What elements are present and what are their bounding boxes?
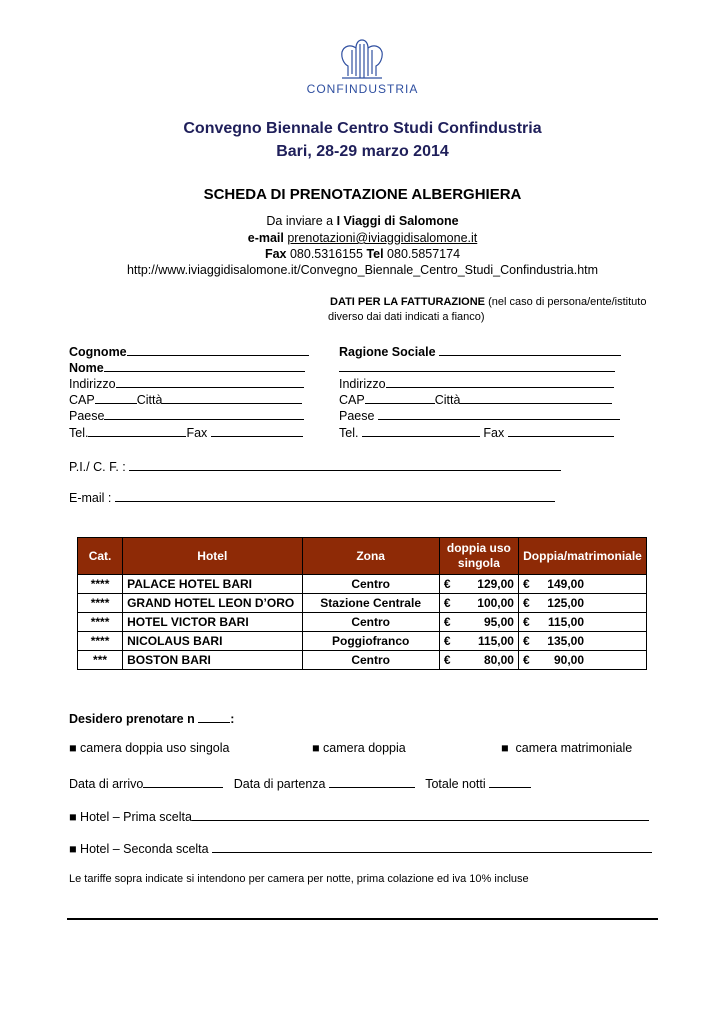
billing-indirizzo-field[interactable]: Indirizzo (339, 374, 614, 391)
option-matrimoniale[interactable]: ■ camera matrimoniale (501, 741, 633, 755)
checkbox-icon[interactable]: ■ (69, 810, 77, 824)
cell-hotel: PALACE HOTEL BARI (123, 575, 302, 594)
cell-cat: **** (78, 575, 123, 594)
ragione-sociale-field[interactable]: Ragione Sociale (339, 342, 621, 359)
cell-singola (439, 651, 518, 670)
agency-email-link[interactable]: prenotazioni@iviaggidisalomone.it (287, 231, 478, 245)
currency-symbol: € (522, 615, 530, 629)
price-value: 80,00 (483, 653, 514, 667)
billing-cap-citta-field[interactable]: CAP Città (339, 390, 612, 407)
cell-singola (439, 575, 518, 594)
table-row (78, 575, 647, 594)
checkbox-icon[interactable]: ■ (501, 741, 509, 755)
cell-singola (439, 632, 518, 651)
currency-symbol: € (443, 577, 451, 591)
table-row (78, 613, 647, 632)
desidero-field[interactable]: Desidero prenotare n : (69, 709, 234, 726)
hotel-prima-scelta-field[interactable]: ■ Hotel – Prima scelta (69, 807, 649, 824)
currency-symbol: € (443, 653, 451, 667)
price-value: 135,00 (547, 634, 584, 648)
option-doppia[interactable]: ■ camera doppia (312, 741, 406, 755)
cell-cat: *** (78, 651, 123, 670)
currency-symbol: € (522, 577, 530, 591)
cell-cat: **** (78, 632, 123, 651)
fax-tel-line: Fax 080.5316155 Tel 080.5857174 (264, 247, 461, 261)
piva-field[interactable]: P.I./ C. F. : (69, 457, 561, 474)
checkbox-icon[interactable]: ■ (69, 741, 77, 755)
footer-divider (67, 918, 658, 920)
option-doppia-uso-singola[interactable]: ■ camera doppia uso singola (69, 741, 230, 755)
form-title: SCHEDA DI PRENOTAZIONE ALBERGHIERA (203, 186, 522, 203)
cognome-field[interactable]: Cognome (69, 342, 309, 359)
header-singola: doppia uso singola (439, 538, 518, 575)
cell-cat: **** (78, 613, 123, 632)
cell-hotel: BOSTON BARI (123, 651, 302, 670)
cell-zona: Centro (302, 613, 439, 632)
page-title: Convegno Biennale Centro Studi Confindustria (183, 120, 542, 137)
cell-doppia (518, 594, 646, 613)
cell-cat: **** (78, 594, 123, 613)
header-cat: Cat. (78, 538, 123, 575)
cell-doppia (518, 613, 646, 632)
checkbox-icon[interactable]: ■ (69, 842, 77, 856)
indirizzo-field[interactable]: Indirizzo (69, 374, 304, 391)
hotel-seconda-scelta-field[interactable]: ■ Hotel – Seconda scelta (69, 839, 652, 856)
billing-tel-fax-field[interactable]: Tel. Fax (339, 423, 614, 440)
cell-hotel: NICOLAUS BARI (123, 632, 302, 651)
price-value: 115,00 (547, 615, 584, 629)
header-zona: Zona (302, 538, 439, 575)
price-value: 125,00 (547, 596, 584, 610)
price-value: 95,00 (483, 615, 514, 629)
currency-symbol: € (522, 634, 530, 648)
cell-zona: Centro (302, 575, 439, 594)
checkbox-icon[interactable]: ■ (312, 741, 320, 755)
billing-paese-field[interactable]: Paese (339, 406, 620, 423)
cell-doppia (518, 575, 646, 594)
cell-hotel: GRAND HOTEL LEON D’ORO (123, 594, 302, 613)
nome-field[interactable]: Nome (69, 358, 305, 375)
price-value: 90,00 (553, 653, 584, 667)
cell-doppia (518, 632, 646, 651)
email-field[interactable]: E-mail : (69, 488, 555, 505)
currency-symbol: € (443, 634, 451, 648)
cell-singola (439, 594, 518, 613)
billing-note-line2: diverso dai dati indicati a fianco) (328, 311, 485, 323)
send-to-line: Da inviare a I Viaggi di Salomone (266, 214, 459, 228)
agency-name: I Viaggi di Salomone (336, 214, 459, 228)
cell-doppia (518, 651, 646, 670)
currency-symbol: € (443, 596, 451, 610)
cell-zona: Centro (302, 651, 439, 670)
confindustria-logo-icon (336, 36, 388, 82)
currency-symbol: € (522, 653, 530, 667)
agency-url[interactable]: http://www.iviaggidisalomone.it/Convegno_Biennale_Centro_Studi_Confindustria.htm (126, 263, 599, 277)
header-doppia: Doppia/matrimoniale (518, 538, 646, 575)
hotel-rates-table (77, 537, 647, 670)
billing-note-line1: DATI PER LA FATTURAZIONE (nel caso di persona/ente/istituto (330, 296, 647, 308)
dates-row[interactable]: Data di arrivo Data di partenza Totale notti (69, 774, 531, 791)
event-date: Bari, 28-29 marzo 2014 (276, 143, 449, 160)
cap-citta-field[interactable]: CAP Città (69, 390, 302, 407)
email-line: e-mail prenotazioni@iviaggidisalomone.it (247, 231, 478, 245)
header-hotel: Hotel (123, 538, 302, 575)
table-row (78, 651, 647, 670)
tel-fax-field[interactable]: Tel. Fax (69, 423, 303, 440)
logo-text: CONFINDUSTRIA (306, 82, 419, 96)
rates-note: Le tariffe sopra indicate si intendono per camera per notte, prima colazione ed iva 10% incluse (69, 873, 529, 885)
cell-zona: Poggiofranco (302, 632, 439, 651)
cell-zona: Stazione Centrale (302, 594, 439, 613)
table-row (78, 632, 647, 651)
cell-singola (439, 613, 518, 632)
price-value: 149,00 (547, 577, 584, 591)
paese-field[interactable]: Paese (69, 406, 304, 423)
currency-symbol: € (522, 596, 530, 610)
ragione-sociale-line2[interactable] (339, 358, 615, 375)
price-value: 115,00 (477, 634, 514, 648)
cell-hotel: HOTEL VICTOR BARI (123, 613, 302, 632)
price-value: 100,00 (477, 596, 514, 610)
table-row (78, 594, 647, 613)
currency-symbol: € (443, 615, 451, 629)
price-value: 129,00 (477, 577, 514, 591)
